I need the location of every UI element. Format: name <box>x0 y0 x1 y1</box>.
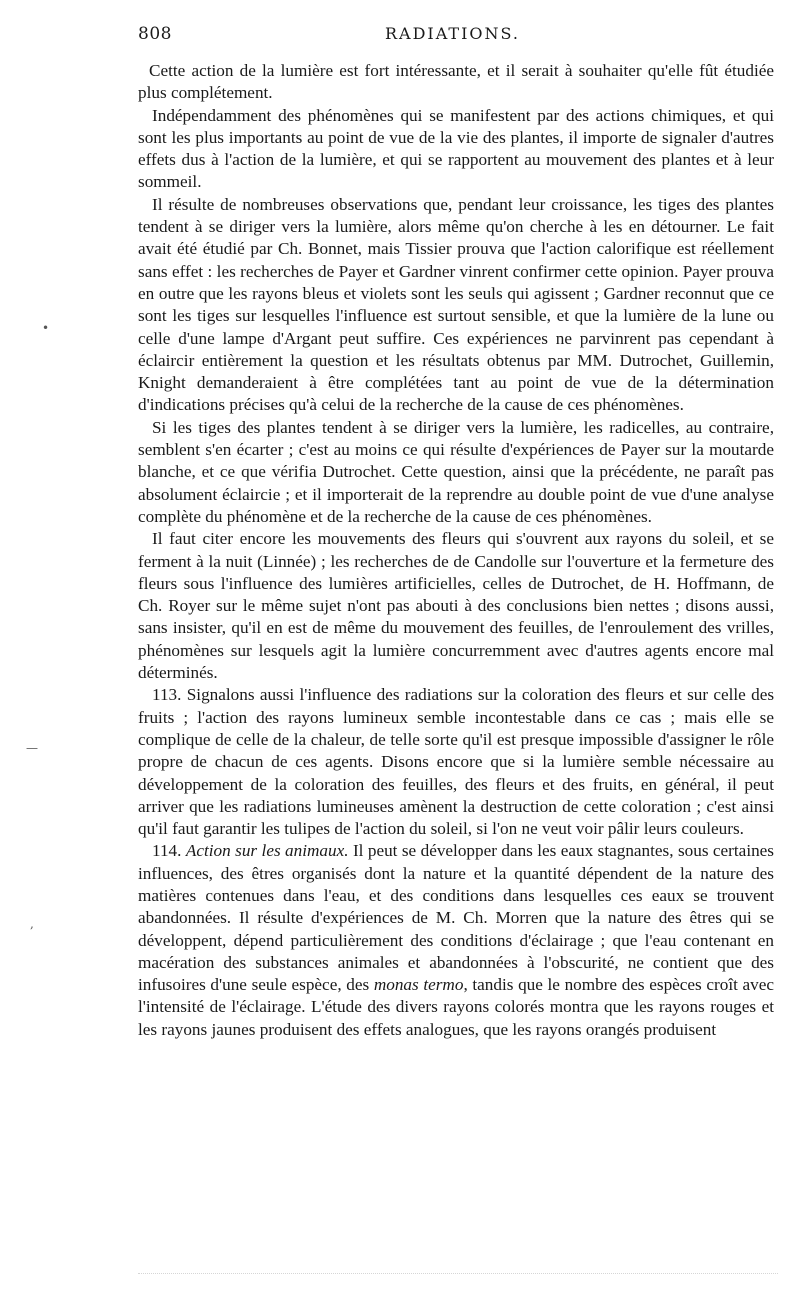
section-text: Il peut se développer dans les eaux stagnantes, sous certaines influences, des êtres organisés dont la nature et la quantité dépendent de la nature des matières contenues dans l'eau, et des conditions dans lesquelles ces eaux se trouvent abandonnées. Il résulte d'expériences de M. Ch. Morren que la nature des êtres qui se développent, dépend particulièrement des conditions d'éclairage ; que l'eau contenant en macération des substances animales et abandonnées à l'obscurité, ne contient que des infusoires d'une seule espèce, des <box>138 841 775 995</box>
paragraph: Il faut citer encore les mouvements des fleurs qui s'ouvrent aux rayons du soleil, et se ferment à la nuit (Linnée) ; les recherches de de Candolle sur l'ouverture et la fermeture des fleurs sous l'influence des lumières artificielles, celles de Dutrochet, de H. Hoffmann, de Ch. Royer sur le même sujet n'ont pas abouti à des conclusions bien nettes ; disons aussi, sans insister, qu'il en est de même du mouvement des feuilles, de l'enroulement des vrilles, phénomènes sur lesquels agit la lumière concurremment avec d'autres agents encore mal déterminés. <box>138 529 774 683</box>
section-114-paragraph <box>138 840 774 1041</box>
section-text: , tandis que le nombre des espèces croît avec l'intensité de l'éclairage. L'étude des divers rayons colorés montra que les rayons rouges et les rayons jaunes produisent des effets analogues, que les rayons orangés produisent <box>138 975 774 1039</box>
page-bottom-edge <box>138 1272 778 1274</box>
page-number: 808 <box>138 24 172 44</box>
section-number: 113. <box>152 685 182 705</box>
paragraph: Cette action de la lumière est fort intéressante, et il serait à souhaiter qu'elle fût étudiée plus complétement. <box>138 61 774 103</box>
page-header <box>138 24 778 52</box>
section-number: 114. <box>152 841 182 861</box>
paragraph: Si les tiges des plantes tendent à se diriger vers la lumière, les radicelles, au contraire, semblent s'en écarter ; c'est au moins ce qui résulte d'expériences de Payer sur la moutarde blanche, et ce que vérifia Dutrochet. Cette question, ainsi que la précédente, ne paraît pas absolument éclaircie ; et il importerait de la reprendre au double point de vue d'une analyse complète du phénomène et de la recherche de la cause de ces phénomènes. <box>138 417 774 526</box>
margin-mark: , <box>30 917 34 931</box>
section-title: Action sur les animaux. <box>185 841 349 861</box>
margin-mark: • <box>42 321 50 335</box>
running-head: RADIATIONS. <box>385 24 521 43</box>
body-text <box>138 60 774 1041</box>
section-text: Signalons aussi l'influence des radiations sur la coloration des fleurs et sur celle des fruits ; l'action des rayons lumineux semble incontestable dans ce cas ; mais elle se complique de celle de la chaleur, de telle sorte qu'il est presque impossible d'assigner le rôle propre de chacun de ces agents. Disons encore que si la lumière semble nécessaire au développement de la coloration des feuilles, des fleurs et des fruits, en général, il peut arriver que les radiations lumineuses amènent la destruction de cette coloration ; c'est ainsi qu'il faut garantir les tulipes de l'action du soleil, si l'on ne veut voir pâlir leurs couleurs. <box>138 685 775 839</box>
margin-mark: — <box>26 741 38 755</box>
italic-term: monas termo <box>373 975 464 995</box>
section-113-paragraph <box>138 684 774 840</box>
paragraph: Indépendamment des phénomènes qui se manifestent par des actions chimiques, et qui sont les plus importants au point de vue de la vie des plantes, il importe de signaler d'autres effets dus à l'action de la lumière, et qui se rapportent au mouvement des plantes et à leur sommeil. <box>138 105 774 192</box>
paragraph: Il résulte de nombreuses observations que, pendant leur croissance, les tiges des plantes tendent à se diriger vers la lumière, alors même qu'on cherche à les en détourner. Le fait avait été étudié par Ch. Bonnet, mais Tissier prouva que l'action calorifique est réellement sans effet : les recherches de Payer et Gardner vinrent confirmer cette opinion. Payer prouva en outre que les rayons bleus et violets sont les seuls qui agissent ; Gardner reconnut que ce sont les tiges sur lesquelles l'influence est surtout sensible, et que la lumière de la lune ou celle d'une lampe d'Argant peut suffire. Ces expériences ne parvinrent pas cependant à éclaircir entièrement la question et les résultats obtenus par MM. Dutrochet, Guillemin, Knight demanderaient à être complétées tant au point de vue de la détermination d'indications précises qu'à celui de la recherche de la cause de ces phénomènes. <box>138 194 774 415</box>
